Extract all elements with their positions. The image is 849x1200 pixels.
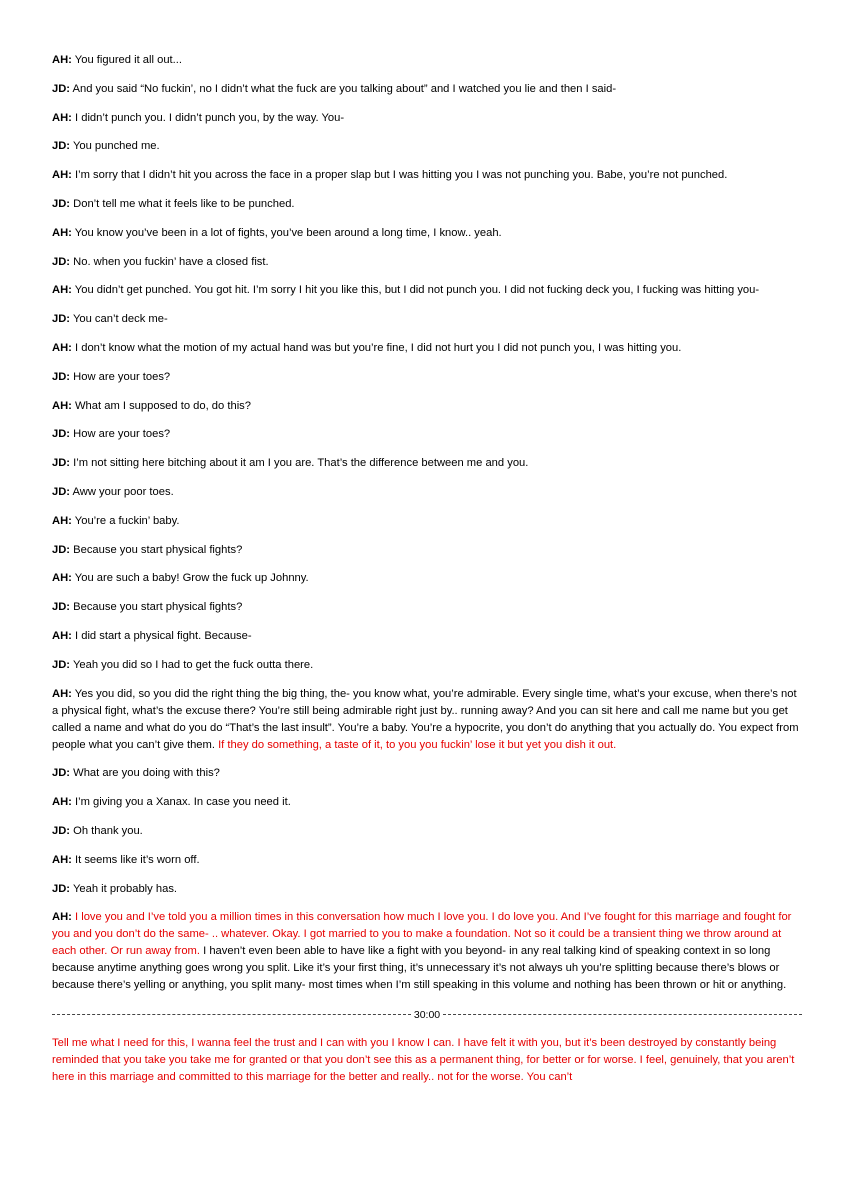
- transcript-continuation: [52, 1035, 802, 1086]
- speaker-label: AH:: [52, 111, 72, 124]
- speaker-label: AH:: [52, 629, 72, 642]
- dialogue-line: [52, 823, 802, 840]
- dialogue-text: What are you doing with this?: [73, 767, 220, 780]
- dialogue-line: [52, 340, 802, 357]
- time-divider: [52, 1006, 802, 1023]
- speaker-label: AH:: [52, 226, 72, 239]
- dialogue-line: [52, 138, 802, 155]
- highlighted-text: I love you and I’ve told you a million times in this conversation how much I love you. I do love you. And I’ve fought for this marriage and fought for you and you don’t do the same- .. whatever. Okay. I got married to you to make a foundation. Not so it could be a transient thing we throw around at each other. Or run away from.: [52, 911, 792, 958]
- speaker-label: AH:: [52, 911, 72, 924]
- speaker-label: AH:: [52, 284, 72, 297]
- dialogue-text: I’m not sitting here bitching about it am I you are. That’s the difference between me and you.: [73, 457, 529, 470]
- speaker-label: JD:: [52, 370, 71, 383]
- transcript-body: [52, 52, 802, 994]
- dialogue-text: You didn’t get punched. You got hit. I’m sorry I hit you like this, but I did not punch you. I did not fucking deck you, I fucking was hitting you-: [74, 284, 760, 297]
- dialogue-line: [52, 311, 802, 328]
- dialogue-line: [52, 369, 802, 386]
- dialogue-line: [52, 282, 802, 299]
- transcript-page: [52, 52, 802, 1098]
- dialogue-text: Because you start physical fights?: [73, 543, 243, 556]
- dialogue-text: I’m sorry that I didn’t hit you across the face in a proper slap but I was hitting you I was not punching you. Babe, you’re not punched.: [75, 169, 728, 182]
- divider-timestamp: 30:00: [413, 1008, 441, 1021]
- speaker-label: AH:: [52, 796, 72, 809]
- dialogue-line: [52, 398, 802, 415]
- speaker-label: JD:: [52, 767, 71, 780]
- speaker-label: AH:: [52, 399, 72, 412]
- divider-line-right: [443, 1014, 802, 1015]
- dialogue-text: Yeah you did so I had to get the fuck outta there.: [72, 658, 314, 671]
- dialogue-line: [52, 455, 802, 472]
- highlighted-text: If they do something, a taste of it, to you you fuckin’ lose it but yet you dish it out.: [218, 738, 617, 751]
- speaker-label: JD:: [52, 543, 71, 556]
- speaker-label: AH:: [52, 853, 72, 866]
- speaker-label: AH:: [52, 687, 72, 700]
- dialogue-text: It seems like it’s worn off.: [75, 853, 200, 866]
- dialogue-line: [52, 426, 802, 443]
- dialogue-line: [52, 254, 802, 271]
- dialogue-text: What am I supposed to do, do this?: [75, 399, 251, 412]
- speaker-label: AH:: [52, 572, 72, 585]
- dialogue-text: Yeah it probably has.: [72, 882, 178, 895]
- dialogue-line: [52, 81, 802, 98]
- speaker-label: JD:: [52, 428, 71, 441]
- dialogue-line: [52, 765, 802, 782]
- dialogue-text: You can’t deck me-: [72, 313, 168, 326]
- dialogue-line: [52, 196, 802, 213]
- speaker-label: AH:: [52, 54, 72, 66]
- dialogue-line: [52, 110, 802, 127]
- dialogue-text: Oh thank you.: [73, 824, 143, 837]
- dialogue-line: [52, 686, 802, 754]
- dialogue-line: [52, 1035, 802, 1086]
- speaker-label: AH:: [52, 514, 72, 527]
- dialogue-text: I did start a physical fight. Because-: [75, 629, 252, 642]
- dialogue-line: [52, 628, 802, 645]
- speaker-label: JD:: [52, 457, 71, 470]
- dialogue-text: You’re a fuckin’ baby.: [74, 514, 180, 527]
- speaker-label: AH:: [52, 341, 72, 354]
- dialogue-text: I didn’t punch you. I didn’t punch you, by the way. You-: [75, 111, 345, 124]
- dialogue-line: [52, 513, 802, 530]
- speaker-label: JD:: [52, 82, 71, 95]
- speaker-label: JD:: [52, 140, 71, 153]
- dialogue-text: Aww your poor toes.: [72, 485, 174, 498]
- dialogue-line: [52, 909, 802, 994]
- speaker-label: JD:: [52, 882, 71, 895]
- dialogue-line: [52, 794, 802, 811]
- dialogue-text: I’m giving you a Xanax. In case you need it.: [75, 796, 291, 809]
- dialogue-text: Yes you did, so you did the right thing the big thing, the- you know what, you’re admirable. Every single time, what’s your excuse, when there’s not a physical fight, what’s the excuse there? You’re still being admirable right just by.. running away? And you can sit here and call me name but you get called a name and what do you do “That’s the last insult”. You’re a baby. You’re a hypocrite, you don’t do anything that you actually do. You expect from people what you can’t give them.: [52, 687, 799, 751]
- dialogue-line: [52, 484, 802, 501]
- dialogue-line: [52, 852, 802, 869]
- dialogue-line: [52, 881, 802, 898]
- dialogue-line: [52, 52, 802, 69]
- speaker-label: JD:: [52, 197, 71, 210]
- speaker-label: JD:: [52, 658, 71, 671]
- dialogue-text: I don’t know what the motion of my actual hand was but you’re fine, I did not hurt you I did not punch you, I was hitting you.: [75, 341, 682, 354]
- dialogue-line: [52, 599, 802, 616]
- dialogue-text: And you said “No fuckin’, no I didn’t what the fuck are you talking about” and I watched you lie and then I said-: [72, 82, 617, 95]
- dialogue-line: [52, 657, 802, 674]
- speaker-label: JD:: [52, 485, 71, 498]
- dialogue-line: [52, 542, 802, 559]
- dialogue-text: You punched me.: [72, 140, 160, 153]
- dialogue-text: You figured it all out...: [74, 54, 182, 66]
- dialogue-line: [52, 167, 802, 184]
- dialogue-line: [52, 225, 802, 242]
- dialogue-text: How are your toes?: [73, 428, 171, 441]
- dialogue-line: [52, 570, 802, 587]
- dialogue-text: I haven’t even been able to have like a fight with you beyond- in any real talking kind of speaking context in so long because anytime anything goes wrong you split. Like it’s your first thing, it’s unnecessary it’s not always uh you’re splitting because there’s blows or because there’s yelling or anything, you split many- most times when I’m still speaking in this volume and nothing has been thrown or hit or anything.: [52, 945, 787, 992]
- speaker-label: JD:: [52, 313, 71, 326]
- dialogue-text: You know you’ve been in a lot of fights, you’ve been around a long time, I know.. yeah.: [74, 226, 502, 239]
- dialogue-text: No. when you fuckin’ have a closed fist.: [73, 255, 269, 268]
- dialogue-text: How are your toes?: [73, 370, 171, 383]
- dialogue-text: Don’t tell me what it feels like to be punched.: [73, 197, 295, 210]
- divider-line-left: [52, 1014, 411, 1015]
- highlighted-text: Tell me what I need for this, I wanna feel the trust and I can with you I know I can. I have felt it with you, but it’s been destroyed by constantly being reminded that you take you take me for granted or that you don’t see this as a permanent thing, for better or for worse. I feel, genuinely, that you aren’t here in this marriage and committed to this marriage for the better and really.. not for the worse. You can’t: [52, 1037, 795, 1084]
- dialogue-text: You are such a baby! Grow the fuck up Johnny.: [74, 572, 309, 585]
- speaker-label: JD:: [52, 255, 71, 268]
- speaker-label: JD:: [52, 601, 71, 614]
- speaker-label: JD:: [52, 824, 71, 837]
- dialogue-text: Because you start physical fights?: [73, 601, 243, 614]
- speaker-label: AH:: [52, 169, 72, 182]
